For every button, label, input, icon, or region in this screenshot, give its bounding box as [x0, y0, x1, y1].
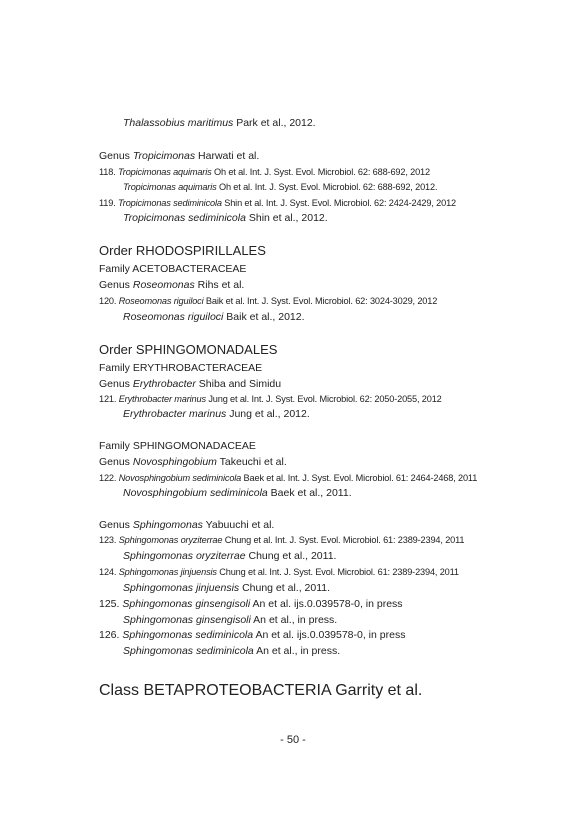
- genus-name: Novosphingobium: [132, 456, 217, 468]
- genus-label: Genus: [99, 279, 133, 291]
- taxon-name: Sphingomonas sediminicola: [122, 629, 254, 641]
- entry-number: 118.: [99, 167, 119, 177]
- class-heading: Class BETAPROTEOBACTERIA Garrity et al.: [99, 682, 423, 699]
- authority-text: Shiba and Simidu: [195, 378, 282, 390]
- numbered-entry: [99, 565, 459, 579]
- family-line: Family ACETOBACTERACEAE: [99, 263, 247, 275]
- genus-name: Erythrobacter: [132, 378, 196, 390]
- numbered-entry: [99, 294, 437, 308]
- entry-number: 125.: [99, 598, 123, 610]
- taxon-name: Tropicimonas aquimaris: [118, 167, 212, 177]
- family-line: Family ERYTHROBACTERACEAE: [99, 362, 263, 374]
- family-line: Family SPHINGOMONADACEAE: [99, 440, 256, 452]
- taxon-name: Sphingomonas jinjuensis: [118, 567, 217, 577]
- species-line: [123, 549, 336, 563]
- reference-text: Shin et al., 2012.: [245, 212, 328, 224]
- reference-text: Baek et al. Int. J. Syst. Evol. Microbiol. 61: 2464-2468, 2011: [241, 473, 478, 483]
- genus-line: [99, 149, 259, 163]
- reference-text: Oh et al. Int. J. Syst. Evol. Microbiol. 62: 688-692, 2012: [211, 167, 430, 177]
- species-line: [123, 116, 316, 130]
- genus-label: Genus: [99, 519, 133, 531]
- numbered-entry: [99, 196, 456, 210]
- entry-number: 126.: [99, 629, 123, 641]
- species-line: [123, 211, 328, 225]
- genus-label: Genus: [99, 150, 133, 162]
- reference-text: Chung et al. Int. J. Syst. Evol. Microbiol. 61: 2389-2394, 2011: [222, 535, 465, 545]
- entry-number: 120.: [99, 296, 119, 306]
- genus-label: Genus: [99, 456, 133, 468]
- taxon-name: Roseomonas riguiloci: [118, 296, 204, 306]
- numbered-entry: [99, 392, 442, 406]
- reference-text: Baek et al., 2011.: [267, 487, 352, 499]
- page-number: - 50 -: [280, 734, 306, 746]
- taxon-name: Sphingomonas ginsengisoli: [123, 614, 251, 626]
- taxon-name: Sphingomonas ginsengisoli: [122, 598, 251, 610]
- species-line: [123, 486, 352, 500]
- reference-text: An et al., in press.: [250, 614, 338, 626]
- authority-text: Rihs et al.: [194, 279, 245, 291]
- entry-number: 121.: [99, 394, 119, 404]
- reference-text: Chung et al. Int. J. Syst. Evol. Microbiol. 61: 2389-2394, 2011: [216, 567, 459, 577]
- species-line: [123, 310, 305, 324]
- reference-text: Oh et al. Int. J. Syst. Evol. Microbiol. 62: 688-692, 2012.: [216, 182, 438, 192]
- entry-number: 119.: [99, 198, 119, 208]
- genus-line: [99, 278, 244, 292]
- numbered-entry: [99, 471, 477, 485]
- genus-label: Genus: [99, 378, 133, 390]
- genus-line: [99, 518, 274, 532]
- reference-text: Park et al., 2012.: [233, 117, 316, 129]
- reference-text: An et al., in press.: [253, 645, 341, 657]
- species-line: [123, 644, 340, 658]
- reference-text: Shin et al. Int. J. Syst. Evol. Microbiol. 62: 2424-2429, 2012: [221, 198, 456, 208]
- taxon-name: Erythrobacter marinus: [123, 408, 227, 420]
- taxon-name: Thalassobius maritimus: [123, 117, 234, 129]
- genus-name: Sphingomonas: [132, 519, 203, 531]
- taxon-name: Tropicimonas aquimaris: [123, 182, 217, 192]
- taxon-name: Sphingomonas oryziterrae: [118, 535, 223, 545]
- numbered-entry: [99, 533, 464, 547]
- species-line: [123, 180, 437, 194]
- reference-text: An et al. ijs.0.039578-0, in press: [253, 629, 406, 641]
- taxon-name: Novosphingobium sediminicola: [123, 487, 268, 499]
- reference-text: An et al. ijs.0.039578-0, in press: [250, 598, 403, 610]
- authority-text: Harwati et al.: [195, 150, 260, 162]
- taxon-name: Tropicimonas sediminicola: [118, 198, 222, 208]
- numbered-entry: [99, 597, 403, 611]
- reference-text: Jung et al. Int. J. Syst. Evol. Microbiol. 62: 2050-2055, 2012: [205, 394, 442, 404]
- authority-text: Yabuuchi et al.: [202, 519, 275, 531]
- order-heading: Order RHODOSPIRILLALES: [99, 243, 266, 258]
- numbered-entry: [99, 628, 405, 642]
- reference-text: Chung et al., 2011.: [245, 550, 337, 562]
- genus-line: [99, 377, 281, 391]
- genus-name: Tropicimonas: [132, 150, 196, 162]
- taxon-name: Roseomonas riguiloci: [123, 311, 224, 323]
- reference-text: Chung et al., 2011.: [239, 582, 331, 594]
- taxon-name: Tropicimonas sediminicola: [123, 212, 246, 224]
- taxon-name: Sphingomonas sediminicola: [123, 645, 254, 657]
- order-heading: Order SPHINGOMONADALES: [99, 342, 278, 357]
- taxon-name: Sphingomonas oryziterrae: [123, 550, 246, 562]
- taxon-name: Erythrobacter marinus: [118, 394, 206, 404]
- taxon-name: Novosphingobium sediminicola: [118, 473, 242, 483]
- reference-text: Baik et al., 2012.: [223, 311, 305, 323]
- species-line: [123, 581, 330, 595]
- species-line: [123, 407, 310, 421]
- entry-number: 123.: [99, 535, 119, 545]
- reference-text: Baik et al. Int. J. Syst. Evol. Microbiol. 62: 3024-3029, 2012: [203, 296, 438, 306]
- species-line: [123, 613, 337, 627]
- entry-number: 122.: [99, 473, 119, 483]
- authority-text: Takeuchi et al.: [216, 456, 287, 468]
- numbered-entry: [99, 165, 430, 179]
- genus-name: Roseomonas: [132, 279, 195, 291]
- reference-text: Jung et al., 2012.: [226, 408, 310, 420]
- entry-number: 124.: [99, 567, 119, 577]
- taxon-name: Sphingomonas jinjuensis: [123, 582, 240, 594]
- genus-line: [99, 455, 287, 469]
